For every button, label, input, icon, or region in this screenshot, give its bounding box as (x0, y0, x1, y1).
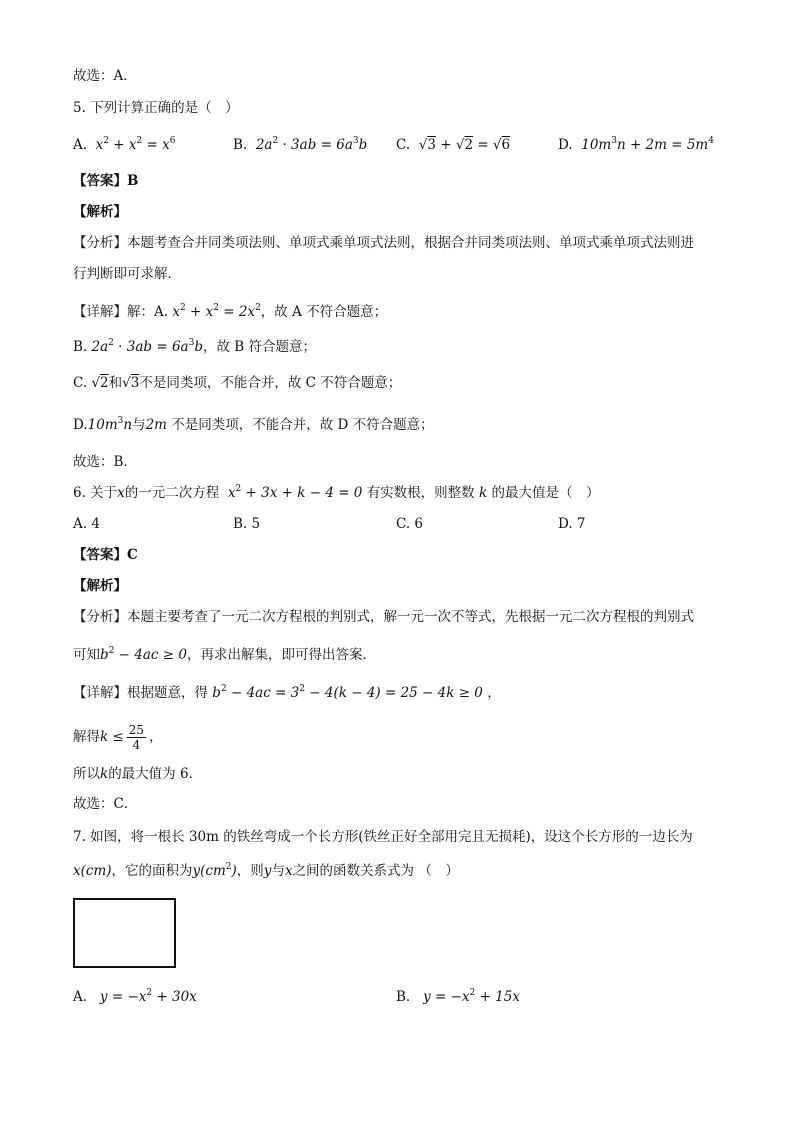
question-5-stem: 5. 下列计算正确的是（ ） (73, 100, 239, 116)
q5-conclusion: 故选：B． (73, 454, 137, 470)
q6-fenxi-2-suffix: ，再求出解集，即可得出答案． (186, 647, 376, 663)
q5-fenxi-line-1: 【分析】本题考查合并同类项法则、单项式乘单项式法则，根据合并同类项法则、单项式乘单项式法则进 (73, 235, 694, 251)
q6-solve: 解得k ≤ $\frac{25}{4}$ ， (73, 723, 163, 752)
q6-fenxi-line-1: 【分析】本题主要考查了一元二次方程根的判别式，解一元一次不等式，先根据一元二次方程根的判别式 (73, 609, 694, 625)
q5-detail-a-prefix: 【详解】解：A. (73, 304, 169, 320)
fraction (127, 723, 146, 752)
q6-solve-suffix: ， (149, 729, 163, 745)
q5-detail-c-suffix: 不是同类项，不能合并，故 C 不符合题意； (139, 375, 402, 391)
q6-suffix-2: 的最大值是（ ） (491, 485, 600, 501)
q5-detail-c-mid: 和 (108, 375, 123, 391)
question-7-stem-line-2: x(cm)，它的面积为$y(cm^2)$，则y与x之间的函数关系式为 （ ） (73, 862, 459, 879)
q7-text-b: ，则 (236, 863, 264, 879)
q6-option-b: B. 5 (233, 516, 261, 532)
q6-prefix: 6. 关于 (73, 485, 118, 501)
q7-option-b: B. $y = -x^2 + 15x$ (396, 988, 520, 1005)
q5-answer: 【答案】B (73, 173, 139, 189)
q7-option-b-label: B. (396, 989, 411, 1005)
q6-max-suffix: 的最大值为 6． (108, 766, 203, 782)
q5-detail-c: C. √2和√3不是同类项，不能合并，故 C 不符合题意； (73, 375, 402, 391)
q5-detail-a-suffix: ，故 A 不符合题意； (260, 304, 388, 320)
q5-detail-d-prefix: D. (73, 417, 88, 433)
q5-detail-d-mid: 与 (132, 417, 146, 433)
q6-detail-suffix: ， (487, 685, 501, 701)
q7-option-a: A. $y = -x^2 + 30x$ (73, 988, 197, 1005)
q6-max-prefix: 所以 (73, 766, 100, 782)
q5-detail-a: 【详解】解：A. $x^2 + x^2 = 2x^2$，故 A 不符合题意； (73, 303, 388, 320)
rectangle-figure (73, 898, 176, 968)
q5-detail-b-prefix: B. (73, 339, 88, 355)
q5-fenxi-line-2: 行判断即可求解． (73, 266, 181, 282)
q5-option-d-label: D. (558, 137, 573, 153)
q6-answer: 【答案】C (73, 547, 138, 563)
q5-option-c: C. √3 + √2 = √6 (396, 137, 511, 153)
q6-option-d: D. 7 (558, 516, 586, 532)
q6-max: 所以k的最大值为 6． (73, 766, 203, 782)
q6-fenxi-2-prefix: 可知 (73, 647, 100, 663)
q5-option-a: A. $x^2 + x^2 = x^6$ (73, 136, 176, 153)
q6-suffix-1: 有实数根，则整数 (366, 485, 475, 501)
q6-mid: 的一元二次方程 (124, 485, 220, 501)
q6-fenxi-line-2: 可知$b^2 - 4ac \ge 0$，再求出解集，即可得出答案． (73, 646, 376, 663)
q5-option-b: B. $2a^2 \cdot 3ab = 6a^3b$ (233, 136, 368, 153)
question-6-stem: 6. 关于x的一元二次方程 $x^2 + 3x + k - 4 = 0$ 有实数根，则整数 k 的最大值是（ ） (73, 484, 600, 501)
question-7-stem-line-1: 7. 如图，将一根长 30m 的铁丝弯成一个长方形(铁丝正好全部用完且无损耗)，设这个长方形的一边长为 (73, 829, 693, 845)
q7-text-c: 与 (271, 863, 285, 879)
q6-option-a: A. 4 (73, 516, 100, 532)
q6-detail-prefix: 【详解】根据题意，得 (73, 685, 208, 701)
q6-option-c: C. 6 (396, 516, 424, 532)
q5-option-b-label: B. (233, 137, 248, 153)
q7-text-a: ，它的面积为 (111, 863, 193, 879)
q5-option-c-label: C. (396, 137, 411, 153)
fraction-numerator: 25 (128, 723, 145, 737)
q5-detail-b-suffix: ，故 B 符合题意； (202, 339, 316, 355)
q5-option-d: D. $10m^3n + 2m = 5m^4$ (558, 136, 714, 153)
q5-option-a-label: A. (73, 137, 88, 153)
q7-text-d: 之间的函数关系式为 （ ） (292, 863, 459, 879)
q6-solve-prefix: 解得 (73, 729, 100, 745)
previous-conclusion: 故选：A． (73, 68, 137, 84)
q5-detail-d-suffix: 不是同类项，不能合并，故 D 不符合题意； (171, 417, 434, 433)
q6-detail: 【详解】根据题意，得 $b^2 - 4ac = 3^2 - 4(k - 4) = 25 - 4k \ge 0$ ， (73, 684, 501, 701)
fraction-denominator: 4 (132, 738, 141, 752)
q6-conclusion: 故选：C． (73, 796, 138, 812)
q5-detail-c-prefix: C. (73, 375, 88, 391)
q7-option-a-label: A. (73, 989, 88, 1005)
q5-detail-d: $D.10m^3n$与2m 不是同类项，不能合并，故 D 不符合题意； (73, 416, 434, 433)
q5-analysis-heading: 【解析】 (73, 204, 127, 220)
q5-detail-b: B. $2a^2 \cdot 3ab = 6a^3b$，故 B 符合题意； (73, 338, 316, 355)
q6-analysis-heading: 【解析】 (73, 578, 127, 594)
